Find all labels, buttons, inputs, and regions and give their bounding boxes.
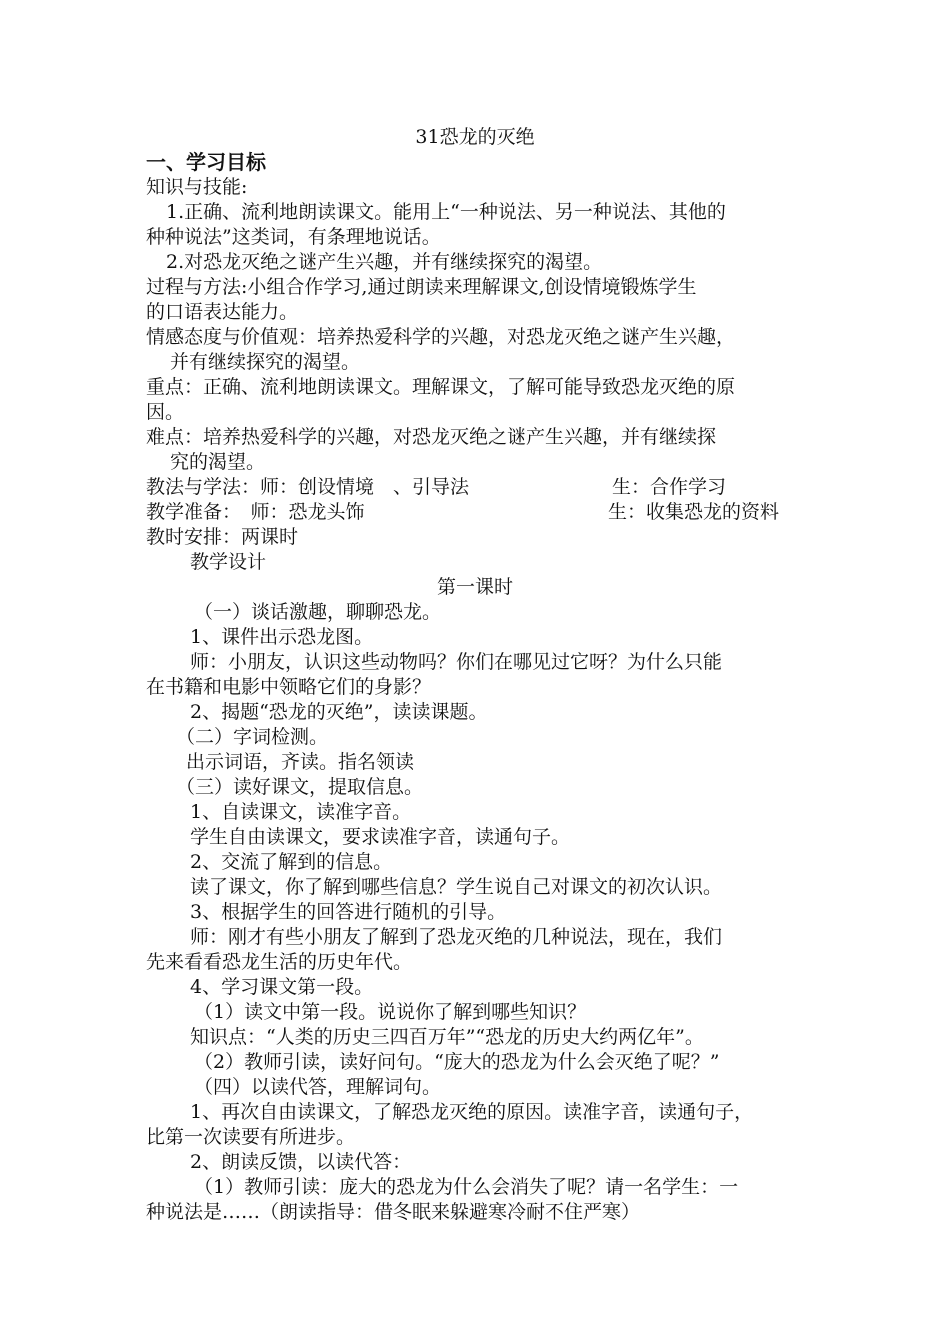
step-1-teacher-line-1: 师：小朋友，认识这些动物吗？你们在哪见过它呀？为什么只能 bbox=[190, 651, 723, 673]
document-title: 31恐龙的灭绝 bbox=[415, 126, 535, 148]
step-3-item-4-sub-2: （2）教师引读，读好问句。“庞大的恐龙为什么会灭绝了呢？” bbox=[194, 1051, 720, 1073]
goal-1-line-2: 种种说法”这类词，有条理地说话。 bbox=[146, 226, 441, 248]
step-3-teacher-line-2: 先来看看恐龙生活的历史年代。 bbox=[146, 951, 413, 973]
methods-student: 生：合作学习 bbox=[612, 476, 727, 498]
methods-row bbox=[146, 475, 826, 499]
step-3-item-3: 3、根据学生的回答进行随机的引导。 bbox=[190, 901, 507, 923]
step-4-heading: （四）以读代答，理解词句。 bbox=[194, 1076, 442, 1098]
knowledge-label: 知识与技能: bbox=[146, 176, 248, 198]
step-4-item-2-sub-1-line-1: （1）教师引读：庞大的恐龙为什么会消失了呢？请一名学生：一 bbox=[194, 1176, 739, 1198]
step-4-item-1-line-1: 1、再次自由读课文，了解恐龙灭绝的原因。读准字音，读通句子， bbox=[190, 1101, 754, 1123]
step-2-heading: （二）字词检测。 bbox=[176, 726, 329, 748]
step-3-item-4-sub-1: （1）读文中第一段。说说你了解到哪些知识？ bbox=[194, 1001, 587, 1023]
step-3-item-1: 1、自读课文，读准字音。 bbox=[190, 801, 412, 823]
lesson-1-heading: 第一课时 bbox=[436, 576, 513, 598]
step-3-heading: （三）读好课文，提取信息。 bbox=[176, 776, 424, 798]
step-3-item-2-detail: 读了课文，你了解到哪些信息？学生说自己对课文的初次认识。 bbox=[190, 876, 723, 898]
prep-label: 教学准备： 师：恐龙头饰 bbox=[146, 501, 365, 523]
goal-2: 2.对恐龙灭绝之谜产生兴趣，并有继续探究的渴望。 bbox=[166, 251, 603, 273]
key-point-line-1: 重点：正确、流利地朗读课文。理解课文，了解可能导致恐龙灭绝的原 bbox=[146, 376, 736, 398]
step-3-teacher-line-1: 师：刚才有些小朋友了解到了恐龙灭绝的几种说法，现在，我们 bbox=[190, 926, 723, 948]
step-1-item-2: 2、揭题“恐龙的灭绝”，读读课题。 bbox=[190, 701, 488, 723]
step-3-item-2: 2、交流了解到的信息。 bbox=[190, 851, 393, 873]
step-4-item-2: 2、朗读反馈，以读代答： bbox=[190, 1151, 412, 1173]
step-3-item-1-detail: 学生自由读课文，要求读准字音，读通句子。 bbox=[190, 826, 571, 848]
process-line-1: 过程与方法:小组合作学习,通过朗读来理解课文,创设情境锻炼学生 bbox=[146, 276, 697, 298]
step-4-item-2-sub-1-line-2: 种说法是……（朗读指导：借冬眠来躲避寒冷耐不住严寒） bbox=[146, 1201, 641, 1223]
section-heading-goals: 一、学习目标 bbox=[146, 150, 266, 174]
prep-student: 生：收集恐龙的资料 bbox=[608, 501, 780, 523]
emotion-line-1: 情感态度与价值观：培养热爱科学的兴趣，对恐龙灭绝之谜产生兴趣， bbox=[146, 326, 736, 348]
process-line-2: 的口语表达能力。 bbox=[146, 301, 299, 323]
step-1-teacher-line-2: 在书籍和电影中领略它们的身影？ bbox=[146, 676, 432, 698]
emotion-line-2: 并有继续探究的渴望。 bbox=[170, 351, 361, 373]
goal-1-line-1: 1.正确、流利地朗读课文。能用上“一种说法、另一种说法、其他的 bbox=[166, 201, 726, 223]
step-2-item-1: 出示词语，齐读。指名领读 bbox=[186, 751, 415, 773]
difficulty-line-1: 难点：培养热爱科学的兴趣，对恐龙灭绝之谜产生兴趣，并有继续探 bbox=[146, 426, 717, 448]
step-1-item-1: 1、课件出示恐龙图。 bbox=[190, 626, 374, 648]
design-heading: 教学设计 bbox=[190, 551, 267, 573]
difficulty-line-2: 究的渴望。 bbox=[170, 451, 266, 473]
step-3-item-4: 4、学习课文第一段。 bbox=[190, 976, 374, 998]
prep-row bbox=[146, 500, 826, 524]
step-3-item-4-knowledge: 知识点：“人类的历史三四百万年”“恐龙的历史大约两亿年”。 bbox=[190, 1026, 704, 1048]
methods-label: 教法与学法：师：创设情境 、引导法 bbox=[146, 476, 470, 498]
key-point-line-2: 因。 bbox=[146, 401, 185, 423]
schedule: 教时安排：两课时 bbox=[146, 526, 299, 548]
step-1-heading: （一）谈话激趣，聊聊恐龙。 bbox=[194, 601, 442, 623]
step-4-item-1-line-2: 比第一次读要有所进步。 bbox=[146, 1126, 356, 1148]
